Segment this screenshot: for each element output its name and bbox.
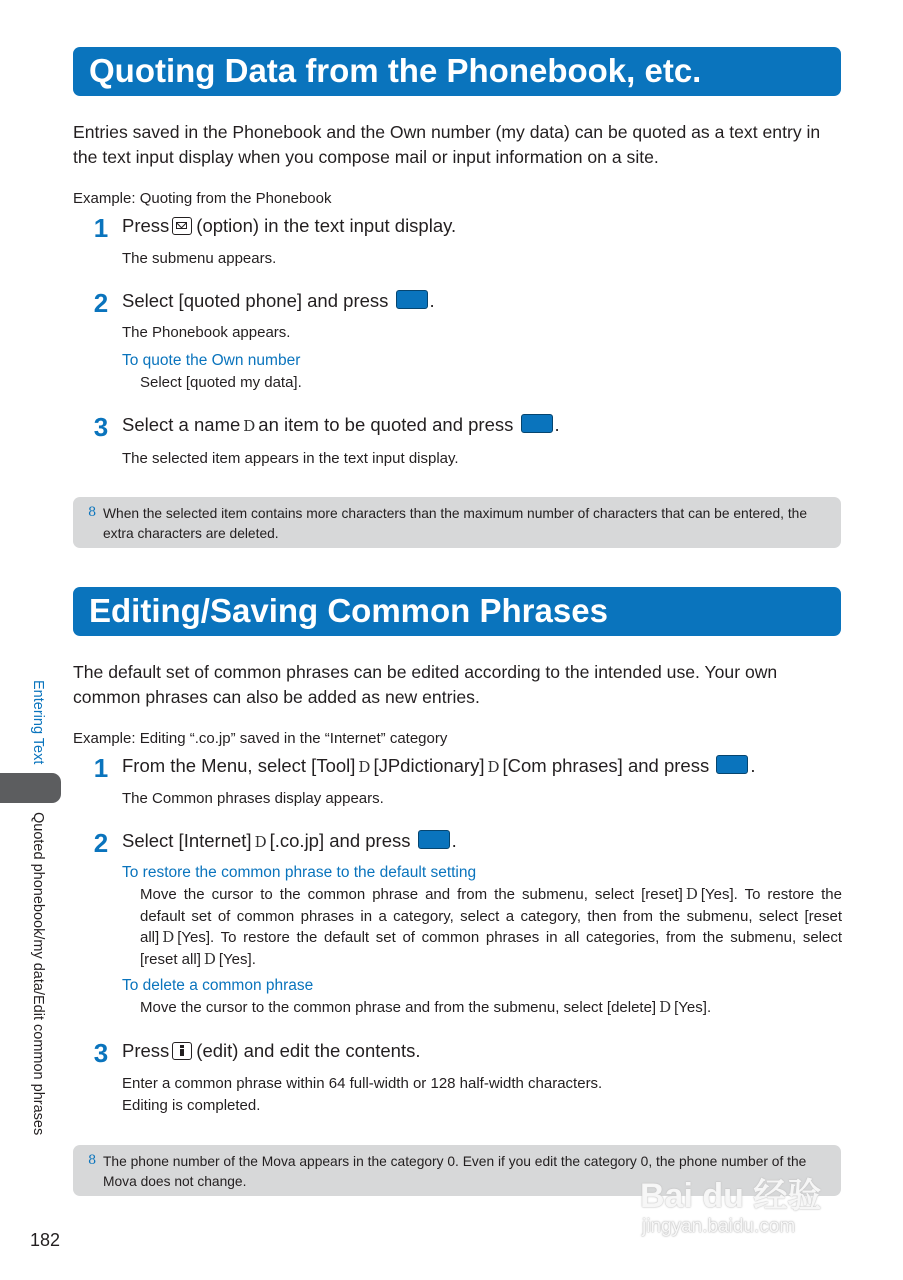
- arrow-icon: D: [659, 998, 672, 1016]
- section-1-header: [73, 47, 841, 96]
- note-text: The phone number of the Mova appears in the category 0. Even if you edit the category 0, the phone number of the Mova does not change.: [103, 1154, 807, 1189]
- step-text: (edit) and edit the contents.: [196, 1040, 421, 1061]
- section-2-intro: The default set of common phrases can be edited according to the intended use. Your own common phrases can also be added as new entries.: [73, 662, 778, 707]
- note-box: [73, 497, 841, 548]
- step-title: [122, 753, 755, 780]
- enter-key-icon: [521, 414, 553, 433]
- section-2-header: [73, 587, 841, 636]
- step-text: Press: [122, 1040, 170, 1061]
- step-result: The submenu appears.: [122, 250, 277, 267]
- enter-key-icon: [418, 830, 450, 849]
- step-result: The Phonebook appears.: [122, 324, 291, 341]
- sub-heading: To delete a common phrase: [122, 977, 314, 994]
- step-text: .: [451, 830, 457, 851]
- step-text: an item to be quoted and press: [258, 414, 514, 435]
- arrow-icon: D: [358, 758, 371, 776]
- step-text: [Com phrases] and press: [502, 755, 710, 776]
- section-1-example: Example: Quoting from the Phonebook: [73, 190, 332, 207]
- sub-heading: To quote the Own number: [122, 352, 301, 369]
- step-result: The selected item appears in the text input display.: [122, 450, 459, 467]
- page-number: 182: [30, 1230, 61, 1250]
- section-1-title: Quoting Data from the Phonebook, etc.: [89, 52, 702, 89]
- step-title: [122, 828, 457, 855]
- sub-text: Move the cursor to the common phrase and from the submenu, select [reset]: [140, 886, 683, 903]
- step-number: 2: [93, 288, 109, 318]
- step-text: Select a name: [122, 414, 241, 435]
- arrow-icon: D: [162, 928, 175, 946]
- note-mark-icon: 8: [88, 505, 97, 520]
- step-text: [JPdictionary]: [373, 755, 485, 776]
- sub-text: [Yes]. To restore the default set of common phrases in a category, select a category, then from the submenu, select [reset all]: [140, 886, 842, 946]
- watermark-logo: Bai du 经验: [640, 1177, 822, 1215]
- sub-text: [Yes].: [674, 999, 712, 1016]
- section-1-intro: Entries saved in the Phonebook and the Own number (my data) can be quoted as a text entry in the text input display when you compose mail or input information on a site.: [73, 122, 821, 167]
- step-result: Editing is completed.: [122, 1097, 261, 1114]
- step-title: [122, 1038, 421, 1064]
- arrow-icon: D: [243, 417, 256, 435]
- step-text: Press: [122, 215, 170, 236]
- section-2-title: Editing/Saving Common Phrases: [89, 592, 608, 629]
- step-title: [122, 213, 456, 239]
- step-text: .: [429, 290, 435, 311]
- sub-text: [Yes]. To restore the default set of common phrases in all categories, from the submenu, select [reset all]: [140, 929, 842, 968]
- sub-body: Select [quoted my data].: [140, 374, 302, 391]
- step-number: 3: [93, 412, 109, 442]
- note-mark-icon: 8: [88, 1153, 97, 1168]
- step-text: Select [Internet]: [122, 830, 252, 851]
- sidebar-subsection-label: Quoted phonebook/my data/Edit common phrases: [30, 812, 46, 1136]
- arrow-icon: D: [685, 885, 698, 903]
- step-text: [.co.jp] and press: [269, 830, 411, 851]
- step-result: Enter a common phrase within 64 full-width or 128 half-width characters.: [122, 1075, 603, 1092]
- watermark-url: jingyan.baidu.com: [642, 1216, 796, 1237]
- section-2-example: Example: Editing “.co.jp” saved in the “Internet” category: [73, 730, 448, 747]
- step-text: .: [554, 414, 560, 435]
- arrow-icon: D: [487, 758, 500, 776]
- step-number: 1: [93, 213, 109, 243]
- step-text: Select [quoted phone] and press: [122, 290, 389, 311]
- sub-body: [140, 884, 842, 970]
- step-text: (option) in the text input display.: [196, 215, 457, 236]
- sidebar-tab: [0, 773, 61, 803]
- sub-body: [140, 997, 842, 1019]
- info-key-icon: [172, 1042, 192, 1060]
- sub-text: [Yes].: [218, 950, 256, 968]
- sub-heading: To restore the common phrase to the default setting: [122, 864, 477, 881]
- arrow-icon: D: [254, 833, 267, 851]
- step-title: [122, 288, 435, 314]
- step-title: [122, 412, 560, 439]
- sub-text: Move the cursor to the common phrase and from the submenu, select [delete]: [140, 999, 657, 1016]
- step-text: .: [750, 755, 756, 776]
- step-result: The Common phrases display appears.: [122, 790, 384, 807]
- step-number: 2: [93, 828, 109, 858]
- step-number: 1: [93, 753, 109, 783]
- enter-key-icon: [396, 290, 428, 309]
- mail-key-icon: [172, 217, 192, 235]
- step-number: 3: [93, 1038, 109, 1068]
- sidebar-section-label: Entering Text: [30, 680, 46, 765]
- step-text: From the Menu, select [Tool]: [122, 755, 356, 776]
- note-text: When the selected item contains more characters than the maximum number of characters that can be entered, the extra characters are deleted.: [103, 506, 807, 541]
- enter-key-icon: [716, 755, 748, 774]
- arrow-icon: D: [203, 949, 216, 968]
